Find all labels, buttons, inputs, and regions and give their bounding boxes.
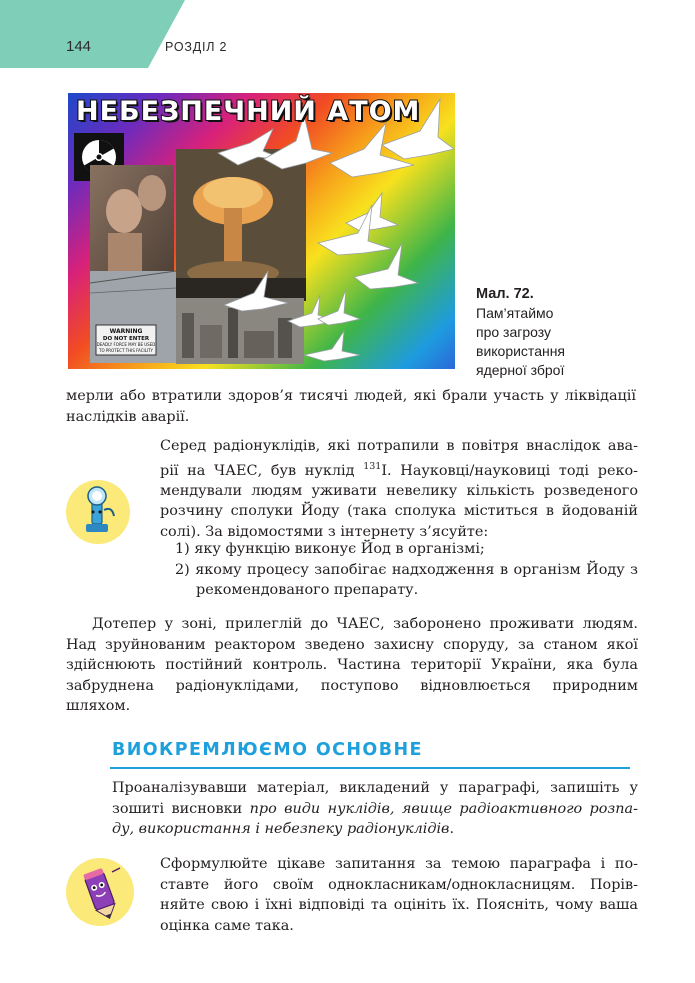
- section-label: РОЗДІЛ 2: [165, 40, 228, 54]
- caption-line: використання: [476, 343, 566, 359]
- section-divider: [110, 767, 630, 769]
- poster-image: [68, 93, 455, 369]
- text-line: забруднена радіонуклідами, поступово відновлюється природним: [66, 677, 638, 694]
- pencil-character-icon: [66, 858, 134, 926]
- text-line: здійснюють постійний контроль. Частина території України, яка була: [66, 657, 638, 673]
- text-line: Серед радіонуклідів, які потрапили в повітря внаслідок ава-: [160, 438, 638, 454]
- text-line: оцінка саме така.: [160, 917, 294, 934]
- text-line: солі). За відомостями з інтернету з’ясуйте:: [160, 523, 489, 540]
- paragraph-zone: [66, 614, 638, 717]
- text-line: няйте свою і їхні відповіді та оцініть їх. Поясніть, чому ваша: [160, 897, 638, 913]
- sign-line-4: TO PROTECT THIS FACILITY: [99, 348, 153, 353]
- text-line: мендували людям уживати невелику кількість розведеного: [160, 482, 638, 499]
- text-line: рії на ЧАЕС, був нуклід $^{131}$I. Науковці/науковиці тоді реко-: [160, 460, 638, 479]
- text-line: мерли або втратили здоров’я тисячі людей, які брали участь у ліквідації: [66, 388, 636, 404]
- task-text: [160, 436, 638, 542]
- text-line: наслідків аварії.: [66, 408, 190, 425]
- question-text: [160, 854, 638, 936]
- poster-collage: [68, 93, 455, 369]
- caption-line: Пам’ятаймо: [476, 305, 554, 321]
- text-line: шляхом.: [66, 698, 131, 714]
- text-line: Сформулюйте цікаве запитання за темою параграфа і по-: [160, 856, 638, 872]
- text-line: ду, використання і небезпеку радіонуклідів.: [112, 821, 455, 837]
- microscope-icon: [66, 480, 130, 544]
- mass-number: 131: [363, 460, 382, 472]
- list-item-continuation: рекомендованого препарату.: [196, 582, 419, 598]
- text-line: Над зруйнованим реактором зведено захисну споруду, за станом якої: [66, 636, 638, 653]
- sign-line-3: DEADLY FORCE MAY BE USED: [96, 342, 156, 347]
- poster-title: НЕБЕЗПЕЧНИЙ АТОМ: [76, 96, 421, 127]
- paragraph-continuation: [66, 386, 636, 427]
- section-heading: ВИОКРЕМЛЮЄМО ОСНОВНЕ: [112, 740, 423, 760]
- figure-caption: [476, 304, 626, 380]
- sign-line-2: DO NOT ENTER: [102, 336, 150, 342]
- text-line: Проаналізувавши матеріал, викладений у параграфі, запишіть у: [112, 780, 638, 796]
- caption-line: про загрозу: [476, 324, 552, 340]
- text-line: зошиті висновки про види нуклідів, явище радіоактивного розпа-: [112, 800, 638, 817]
- list-item: 1) яку функцію виконує Йод в організмі;: [175, 541, 485, 557]
- sign-line-1: WARNING: [109, 328, 143, 335]
- text-line: Дотепер у зоні, прилеглій до ЧАЕС, заборонено проживати людям.: [92, 616, 638, 632]
- page-number: 144: [66, 38, 92, 55]
- list-item: 2) якому процесу запобігає надходження в організм Йоду з: [175, 562, 638, 578]
- warning-sign-photo: [90, 271, 176, 363]
- mushroom-cloud-photo: [176, 149, 306, 301]
- summary-text: [112, 778, 638, 840]
- children-photo: [90, 165, 174, 283]
- text-line: ставте його своїм однокласникам/однокласницям. Порів-: [160, 876, 638, 893]
- figure-caption-title: Мал. 72.: [476, 286, 534, 302]
- text-line: розчину сполуки Йоду (така сполука міститься в йодованій: [160, 503, 638, 520]
- header-band: [0, 0, 185, 68]
- caption-line: ядерної зброї: [476, 362, 565, 378]
